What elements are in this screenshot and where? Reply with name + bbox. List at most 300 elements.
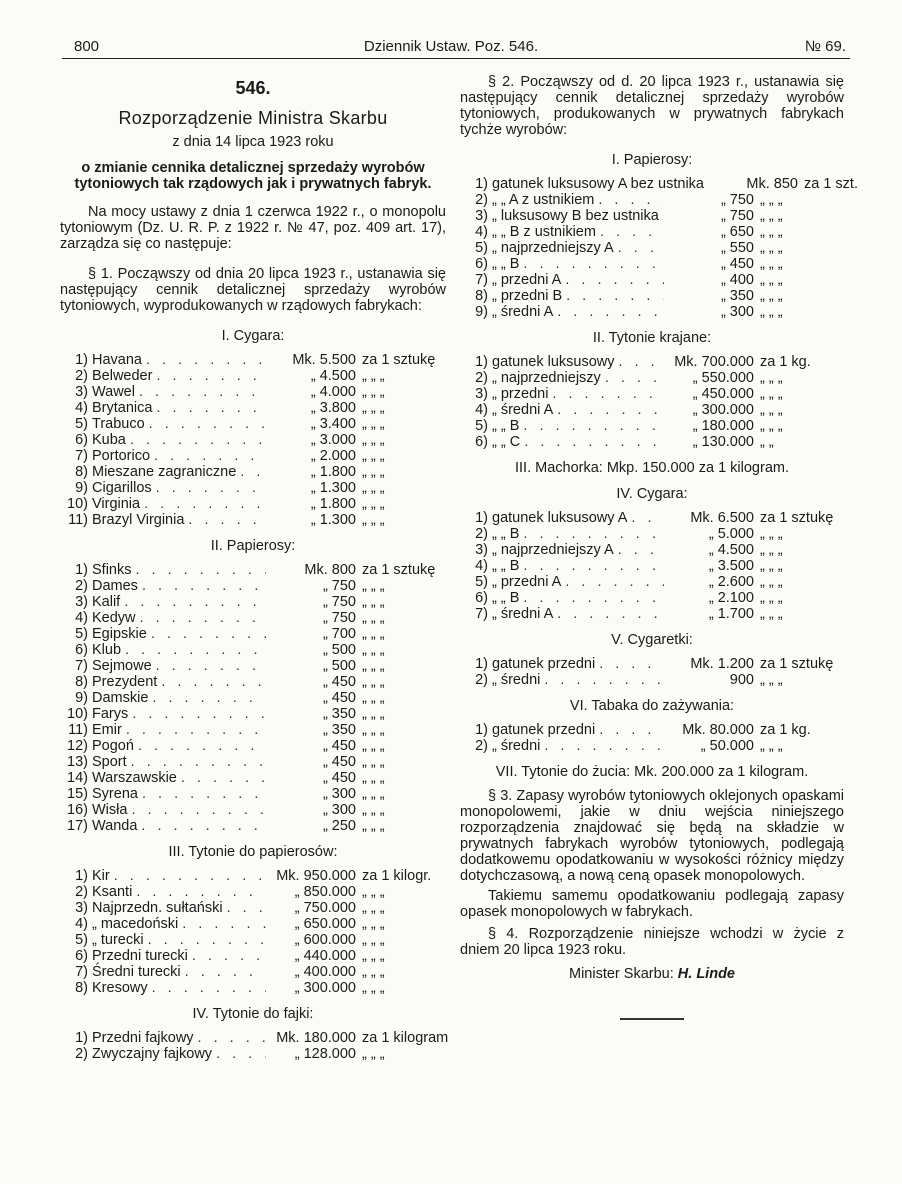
issue-number: № 69.	[804, 38, 846, 55]
item-number: 1)	[475, 656, 488, 672]
item-price: „ 1.800	[310, 496, 356, 512]
leader-dots	[552, 386, 664, 402]
item-number: 6)	[475, 434, 488, 450]
item-number: 4)	[75, 916, 88, 932]
left-column	[60, 74, 449, 1062]
item-name: „ macedoński	[92, 916, 179, 932]
price-row	[60, 400, 446, 416]
item-name: Kedyw	[92, 610, 136, 626]
item-price: „ 128.000	[294, 1046, 356, 1062]
price-row	[460, 192, 844, 208]
item-number: 9)	[475, 304, 488, 320]
item-name: „ najprzedniejszy A	[492, 240, 614, 256]
price-row	[60, 690, 446, 706]
item-unit: „ „ „	[362, 416, 385, 432]
item-number: 1)	[75, 352, 88, 368]
leader-dots	[566, 288, 664, 304]
item-number: 3)	[75, 384, 88, 400]
item-price: „ 450	[322, 754, 356, 770]
price-row	[60, 352, 446, 368]
leader-dots	[131, 754, 266, 770]
leader-dots	[132, 706, 266, 722]
item-name: Havana	[92, 352, 142, 368]
leader-dots	[136, 884, 266, 900]
item-price: „ 450	[322, 674, 356, 690]
leader-dots	[125, 642, 266, 658]
price-row	[460, 256, 844, 272]
item-number: 14)	[67, 770, 88, 786]
item-number: 4)	[75, 610, 88, 626]
item-name: Wisła	[92, 802, 128, 818]
item-number: 4)	[475, 558, 488, 574]
leader-dots	[139, 384, 266, 400]
private-cigarettes-heading: I. Papierosy:	[611, 152, 693, 168]
price-row	[60, 1046, 446, 1062]
item-unit: za 1 kg.	[760, 722, 811, 738]
leader-dots	[565, 272, 664, 288]
item-price: „ 440.000	[294, 948, 356, 964]
item-name: Sejmowe	[92, 658, 152, 674]
leader-dots	[181, 770, 266, 786]
item-price: Mk. 5.500	[292, 352, 356, 368]
price-row	[60, 948, 446, 964]
section-1-intro: § 1. Począwszy od dnia 20 lipca 1923 r., ustanawia się następujący cennik detalicznej sprzedaży wyrobów tytoniowych, wyprodukowanych w rządowych fabrykach:	[60, 266, 446, 314]
item-price: Mk. 1.200	[690, 656, 754, 672]
leader-dots	[618, 542, 664, 558]
price-row	[60, 818, 446, 834]
item-unit: „ „ „	[362, 770, 385, 786]
item-unit: „ „ „	[362, 368, 385, 384]
leader-dots	[146, 352, 266, 368]
leader-dots	[523, 590, 664, 606]
leader-dots	[152, 690, 266, 706]
item-name: Prezydent	[92, 674, 158, 690]
price-row	[60, 464, 446, 480]
price-row	[460, 558, 844, 574]
item-unit: „ „ „	[760, 386, 783, 402]
item-name: „ „ B	[492, 558, 520, 574]
item-unit: „ „ „	[362, 738, 385, 754]
item-name: Warszawskie	[92, 770, 177, 786]
price-row	[60, 610, 446, 626]
item-unit: „ „ „	[362, 400, 385, 416]
leader-dots	[663, 208, 664, 224]
item-price: „ 550.000	[692, 370, 754, 386]
state-cig-tobacco-heading: III. Tytonie do papierosów:	[168, 844, 338, 860]
item-unit: za 1 sztukę	[362, 352, 436, 368]
leader-dots	[192, 948, 266, 964]
item-number: 11)	[68, 512, 88, 528]
item-number: 8)	[475, 288, 488, 304]
item-name: Zwyczajny fajkowy	[92, 1046, 213, 1062]
item-unit: za 1 sztukę	[362, 562, 436, 578]
item-name: gatunek przedni	[492, 656, 596, 672]
leader-dots	[619, 354, 664, 370]
leader-dots	[142, 578, 266, 594]
item-name: „ przedni	[492, 386, 549, 402]
item-price: Mk. 700.000	[674, 354, 754, 370]
leader-dots	[138, 738, 266, 754]
price-row	[60, 416, 446, 432]
item-unit: „ „	[760, 434, 774, 450]
item-number: 6)	[75, 432, 88, 448]
snuff-heading: VI. Tabaka do zażywania:	[569, 698, 735, 714]
price-row	[460, 176, 858, 192]
item-unit: „ „ „	[760, 192, 783, 208]
price-row	[60, 964, 446, 980]
item-number: 1)	[75, 868, 88, 884]
private-cut-tobacco-heading: II. Tytonie krajane:	[592, 330, 712, 346]
item-name: „ „ B	[492, 418, 520, 434]
price-row	[60, 562, 446, 578]
state-cigarettes-heading: II. Papierosy:	[210, 538, 296, 554]
item-price: „ 300.000	[692, 402, 754, 418]
price-row	[60, 916, 446, 932]
item-price: „ 650	[720, 224, 754, 240]
item-name: „ średni A	[492, 304, 554, 320]
leader-dots	[152, 980, 266, 996]
leader-dots	[557, 304, 664, 320]
item-name: „ średni A	[492, 606, 554, 622]
item-name: Syrena	[92, 786, 138, 802]
item-number: 1)	[475, 354, 488, 370]
item-number: 7)	[475, 606, 488, 622]
item-unit: „ „ „	[362, 658, 385, 674]
item-name: Damskie	[92, 690, 149, 706]
item-price: „ 350	[720, 288, 754, 304]
price-row	[460, 272, 844, 288]
item-unit: za 1 sztukę	[760, 510, 834, 526]
leader-dots	[141, 818, 266, 834]
item-number: 11)	[68, 722, 88, 738]
item-price: „ 400.000	[294, 964, 356, 980]
leader-dots	[544, 738, 664, 754]
item-unit: „ „ „	[362, 674, 385, 690]
page-number: 800	[74, 38, 100, 55]
item-name: Kuba	[92, 432, 126, 448]
item-unit: „ „ „	[760, 272, 783, 288]
item-name: „ „ B	[492, 526, 520, 542]
leader-dots	[240, 464, 266, 480]
item-number: 2)	[75, 1046, 88, 1062]
item-unit: „ „ „	[362, 900, 385, 916]
item-number: 7)	[75, 964, 88, 980]
item-price: „ 450	[322, 738, 356, 754]
leader-dots	[523, 418, 664, 434]
leader-dots	[156, 368, 266, 384]
item-number: 2)	[475, 192, 488, 208]
item-number: 5)	[475, 418, 488, 434]
item-number: 1)	[75, 562, 88, 578]
item-unit: „ „ „	[362, 722, 385, 738]
leader-dots	[565, 574, 664, 590]
item-number: 2)	[475, 526, 488, 542]
item-unit: „ „ „	[362, 578, 385, 594]
leader-dots	[151, 626, 266, 642]
leader-dots	[544, 672, 664, 688]
leader-dots	[198, 1030, 266, 1046]
item-price: „ 130.000	[692, 434, 754, 450]
item-price: „ 500	[322, 642, 356, 658]
page-header	[0, 0, 902, 60]
item-number: 12)	[67, 738, 88, 754]
private-cigars-heading: IV. Cygara:	[616, 486, 688, 502]
leader-dots	[182, 916, 266, 932]
item-name: „ najprzedniejszy	[492, 370, 601, 386]
item-name: „ przedni A	[492, 574, 562, 590]
item-name: Virginia	[92, 496, 141, 512]
item-number: 4)	[75, 400, 88, 416]
item-number: 16)	[67, 802, 88, 818]
price-row	[460, 288, 844, 304]
item-number: 3)	[475, 208, 488, 224]
leader-dots	[140, 610, 266, 626]
leader-dots	[227, 900, 266, 916]
item-number: 10)	[67, 496, 88, 512]
act-title: Rozporządzenie Ministra Skarbu	[118, 108, 388, 128]
item-price: Mk. 80.000	[682, 722, 754, 738]
item-number: 1)	[475, 176, 488, 192]
item-number: 2)	[75, 578, 88, 594]
item-number: 2)	[75, 368, 88, 384]
item-name: Kalif	[92, 594, 121, 610]
item-unit: za 1 kilogr.	[362, 868, 432, 884]
price-row	[60, 884, 446, 900]
price-row	[460, 354, 844, 370]
item-name: Średni turecki	[92, 964, 181, 980]
item-name: Portorico	[92, 448, 151, 464]
section-2-intro: § 2. Począwszy od d. 20 lipca 1923 r., ustanawia się następujący cennik detalicznej sprzedaży wyrobów tytoniowych, produkowanych w prywatnych fabrykach tychże wyrobów:	[460, 74, 844, 138]
price-row	[60, 770, 446, 786]
item-unit: „ „ „	[362, 448, 385, 464]
machorka-line: III. Machorka: Mkp. 150.000 za 1 kilogram.	[514, 460, 789, 476]
item-name: Emir	[92, 722, 122, 738]
leader-dots	[154, 448, 266, 464]
item-number: 15)	[67, 786, 88, 802]
price-row	[460, 656, 844, 672]
item-number: 8)	[75, 464, 88, 480]
item-price: „ 3.000	[310, 432, 356, 448]
item-unit: „ „ „	[362, 786, 385, 802]
price-row	[60, 706, 446, 722]
leader-dots	[149, 416, 266, 432]
state-cigars-heading: I. Cygara:	[221, 328, 285, 344]
item-unit: „ „ „	[362, 642, 385, 658]
item-price: „ 50.000	[700, 738, 754, 754]
item-unit: „ „ „	[362, 496, 385, 512]
right-column	[460, 74, 858, 1024]
item-number: 2)	[75, 884, 88, 900]
item-unit: „ „ „	[760, 288, 783, 304]
item-name: „ średni	[492, 738, 541, 754]
item-unit: „ „ „	[362, 948, 385, 964]
item-price: „ 500	[322, 658, 356, 674]
item-unit: za 1 kilogram	[362, 1030, 449, 1046]
item-unit: „ „ „	[760, 526, 783, 542]
item-number: 5)	[75, 626, 88, 642]
item-number: 1)	[475, 722, 488, 738]
leader-dots	[557, 606, 664, 622]
item-price: „ 2.100	[708, 590, 754, 606]
item-unit: „ „ „	[362, 932, 385, 948]
price-row	[60, 786, 446, 802]
price-row	[460, 418, 844, 434]
item-unit: za 1 kg.	[760, 354, 811, 370]
item-unit: „ „ „	[760, 256, 783, 272]
item-name: „ „ B	[492, 256, 520, 272]
leader-dots	[600, 224, 664, 240]
item-price: „ 3.500	[708, 558, 754, 574]
leader-dots	[114, 868, 266, 884]
item-name: gatunek luksusowy	[492, 354, 615, 370]
item-number: 1)	[75, 1030, 88, 1046]
price-row	[460, 386, 844, 402]
item-unit: „ „ „	[760, 304, 783, 320]
item-price: „ 600.000	[294, 932, 356, 948]
leader-dots	[524, 434, 664, 450]
leader-dots	[156, 480, 266, 496]
item-number: 6)	[475, 590, 488, 606]
price-row	[60, 658, 446, 674]
item-price: „ 650.000	[294, 916, 356, 932]
leader-dots	[142, 786, 266, 802]
price-row	[60, 754, 446, 770]
item-price: Mk. 180.000	[276, 1030, 356, 1046]
price-row	[460, 224, 844, 240]
chewing-line: VII. Tytonie do żucia: Mk. 200.000 za 1 kilogram.	[495, 764, 809, 780]
price-row	[60, 594, 446, 610]
item-price: Mk. 800	[304, 562, 356, 578]
item-name: „ średni	[492, 672, 541, 688]
item-unit: „ „ „	[760, 542, 783, 558]
item-name: „ „ C	[492, 434, 521, 450]
item-name: Przedni fajkowy	[92, 1030, 194, 1046]
item-price: „ 2.000	[310, 448, 356, 464]
price-row	[60, 802, 446, 818]
item-unit: „ „ „	[760, 240, 783, 256]
item-name: Kresowy	[92, 980, 148, 996]
item-unit: „ „ „	[362, 884, 385, 900]
item-price: „ 450	[322, 690, 356, 706]
item-number: 9)	[75, 480, 88, 496]
leader-dots	[130, 432, 266, 448]
price-row	[460, 722, 844, 738]
item-number: 5)	[75, 932, 88, 948]
item-price: Mk. 950.000	[276, 868, 356, 884]
item-price: „ 4.000	[310, 384, 356, 400]
item-price: Mk. 6.500	[690, 510, 754, 526]
price-row	[60, 738, 446, 754]
item-name: „ najprzedniejszy A	[492, 542, 614, 558]
item-number: 9)	[75, 690, 88, 706]
leader-dots	[188, 512, 266, 528]
item-price: „ 750	[322, 610, 356, 626]
item-unit: za 1 sztukę	[760, 656, 834, 672]
leader-dots	[605, 370, 664, 386]
leader-dots	[185, 964, 266, 980]
state-cigarettes-list	[60, 562, 446, 834]
item-unit: „ „ „	[760, 558, 783, 574]
preamble: Na mocy ustawy z dnia 1 czerwca 1922 r., o monopolu tytoniowym (Dz. U. R. P. z 1922 r. № 47, poz. 409 art. 17), zarządza się co następuje:	[60, 204, 446, 252]
private-cut-tobacco-list	[460, 354, 844, 450]
act-subject: o zmianie cennika detalicznej sprzedaży wyrobów tytoniowych tak rządowych jak i prywatnych fabryk.	[74, 160, 432, 192]
leader-dots	[161, 674, 266, 690]
item-price: „ 300	[322, 786, 356, 802]
state-pipe-list	[60, 1030, 449, 1062]
item-price: „ 1.300	[310, 512, 356, 528]
price-row	[60, 626, 446, 642]
private-cigars-list	[460, 510, 844, 622]
price-row	[460, 738, 844, 754]
item-price: „ 750.000	[294, 900, 356, 916]
item-name: Pogoń	[92, 738, 134, 754]
item-unit: „ „ „	[362, 626, 385, 642]
item-unit: „ „ „	[362, 964, 385, 980]
private-cigarettes-list	[460, 176, 858, 320]
journal-title: Dziennik Ustaw. Poz. 546.	[363, 38, 539, 55]
item-name: Dames	[92, 578, 138, 594]
item-name: „ przedni B	[492, 288, 563, 304]
leader-dots	[557, 402, 664, 418]
state-pipe-heading: IV. Tytonie do fajki:	[192, 1006, 314, 1022]
item-number: 1)	[475, 510, 488, 526]
item-name: „ przedni A	[492, 272, 562, 288]
item-number: 3)	[475, 386, 488, 402]
item-number: 4)	[475, 224, 488, 240]
state-cig-tobacco-list	[60, 868, 446, 996]
item-price: „ 4.500	[310, 368, 356, 384]
section-3-continued: Takiemu samemu opodatkowaniu podlegają zapasy opasek monopolowych w fabrykach.	[460, 888, 844, 920]
price-row	[460, 240, 844, 256]
item-unit: „ „ „	[362, 916, 385, 932]
price-row	[60, 868, 446, 884]
item-price: „ 1.800	[310, 464, 356, 480]
item-unit: „ „ „	[760, 418, 783, 434]
item-name: Egipskie	[92, 626, 147, 642]
item-number: 13)	[67, 754, 88, 770]
item-unit: „ „ „	[760, 606, 783, 622]
leader-dots	[599, 722, 664, 738]
price-row	[460, 510, 844, 526]
item-price: „ 400	[720, 272, 754, 288]
item-price: „ 2.600	[708, 574, 754, 590]
price-row	[460, 606, 844, 622]
item-unit: „ „ „	[362, 594, 385, 610]
item-unit: „ „ „	[362, 610, 385, 626]
price-row	[460, 672, 844, 688]
item-name: Brazyl Virginia	[92, 512, 185, 528]
price-row	[60, 368, 446, 384]
item-name: Cigarillos	[92, 480, 152, 496]
item-number: 6)	[75, 642, 88, 658]
price-row	[60, 1030, 449, 1046]
item-price: 900	[729, 672, 754, 688]
item-price: „ 750	[322, 578, 356, 594]
price-row	[460, 370, 844, 386]
item-unit: „ „ „	[362, 384, 385, 400]
item-price: „ 300.000	[294, 980, 356, 996]
item-price: Mk. 850	[746, 176, 798, 192]
act-date: z dnia 14 lipca 1923 roku	[172, 134, 334, 150]
leader-dots	[216, 1046, 266, 1062]
price-row	[60, 448, 446, 464]
item-name: „ średni A	[492, 402, 554, 418]
item-name: gatunek luksusowy A bez ustnika	[492, 176, 704, 192]
item-name: „ „ B z ustnikiem	[492, 224, 596, 240]
price-row	[460, 208, 844, 224]
item-number: 6)	[475, 256, 488, 272]
item-price: „ 750	[720, 208, 754, 224]
